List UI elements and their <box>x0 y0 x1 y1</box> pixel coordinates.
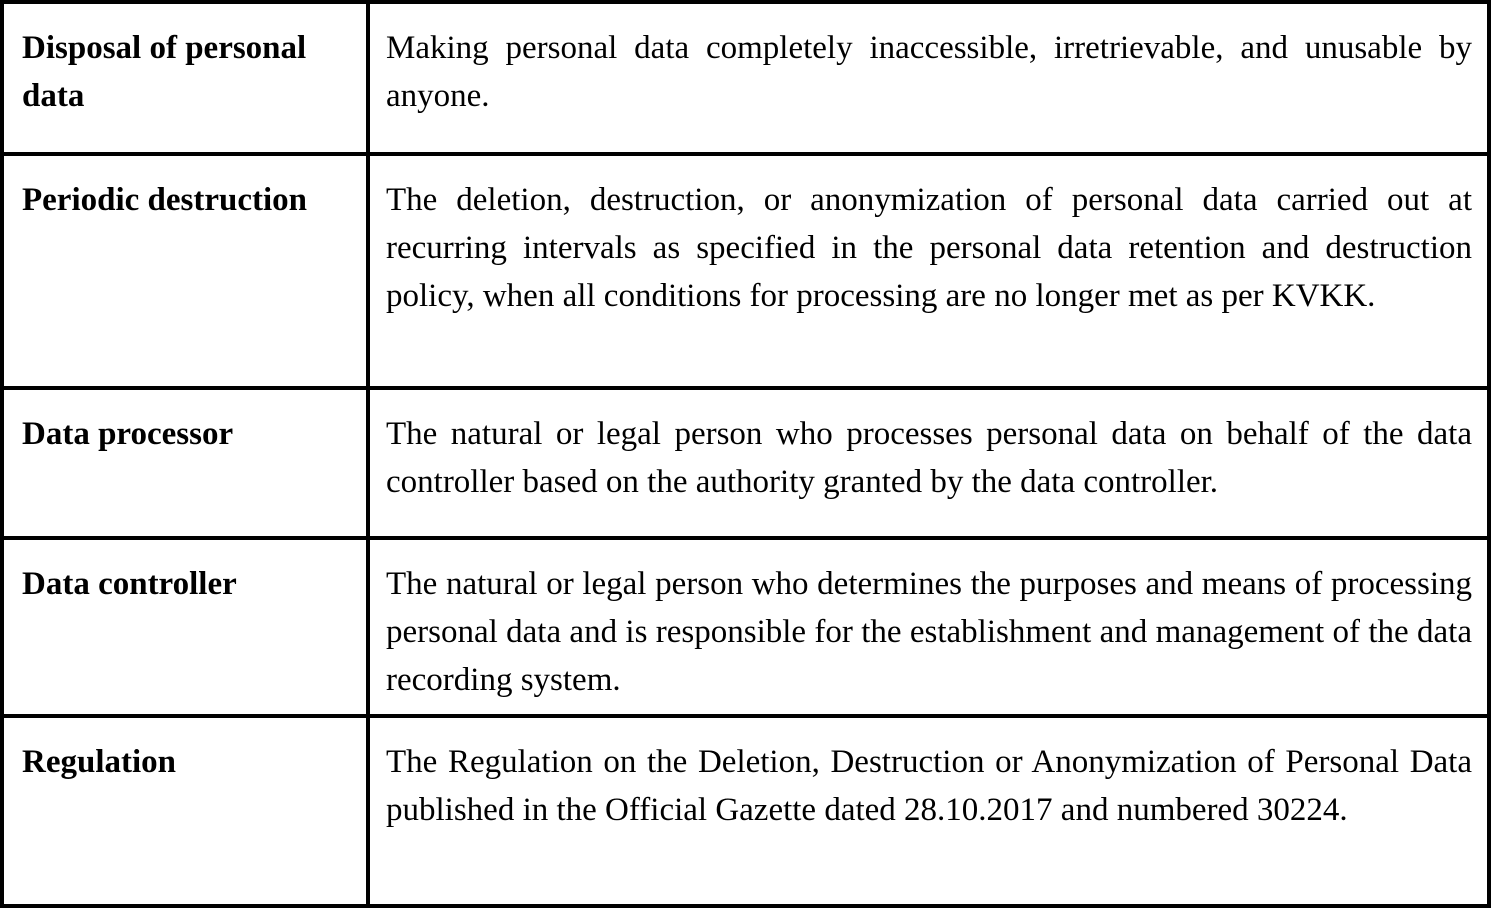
term-cell: Data processor <box>2 388 368 538</box>
term-cell: Data controller <box>2 538 368 716</box>
table-row <box>2 716 1489 906</box>
table-row <box>2 2 1489 154</box>
description-cell: The natural or legal person who processes personal data on behalf of the data controller based on the authority granted by the data controller. <box>368 388 1489 538</box>
table-row <box>2 154 1489 388</box>
term-cell: Periodic destruction <box>2 154 368 388</box>
term-cell: Disposal of personal data <box>2 2 368 154</box>
definitions-table-body <box>2 2 1489 906</box>
description-cell: Making personal data completely inaccessible, irretrievable, and unusable by anyone. <box>368 2 1489 154</box>
description-cell: The natural or legal person who determines the purposes and means of processing personal data and is responsible for the establishment and management of the data recording system. <box>368 538 1489 716</box>
term-cell: Regulation <box>2 716 368 906</box>
description-cell: The Regulation on the Deletion, Destruction or Anonymization of Personal Data published in the Official Gazette dated 28.10.2017 and numbered 30224. <box>368 716 1489 906</box>
description-cell: The deletion, destruction, or anonymization of personal data carried out at recurring intervals as specified in the personal data retention and destruction policy, when all conditions for processing are no longer met as per KVKK. <box>368 154 1489 388</box>
table-row <box>2 388 1489 538</box>
table-row <box>2 538 1489 716</box>
